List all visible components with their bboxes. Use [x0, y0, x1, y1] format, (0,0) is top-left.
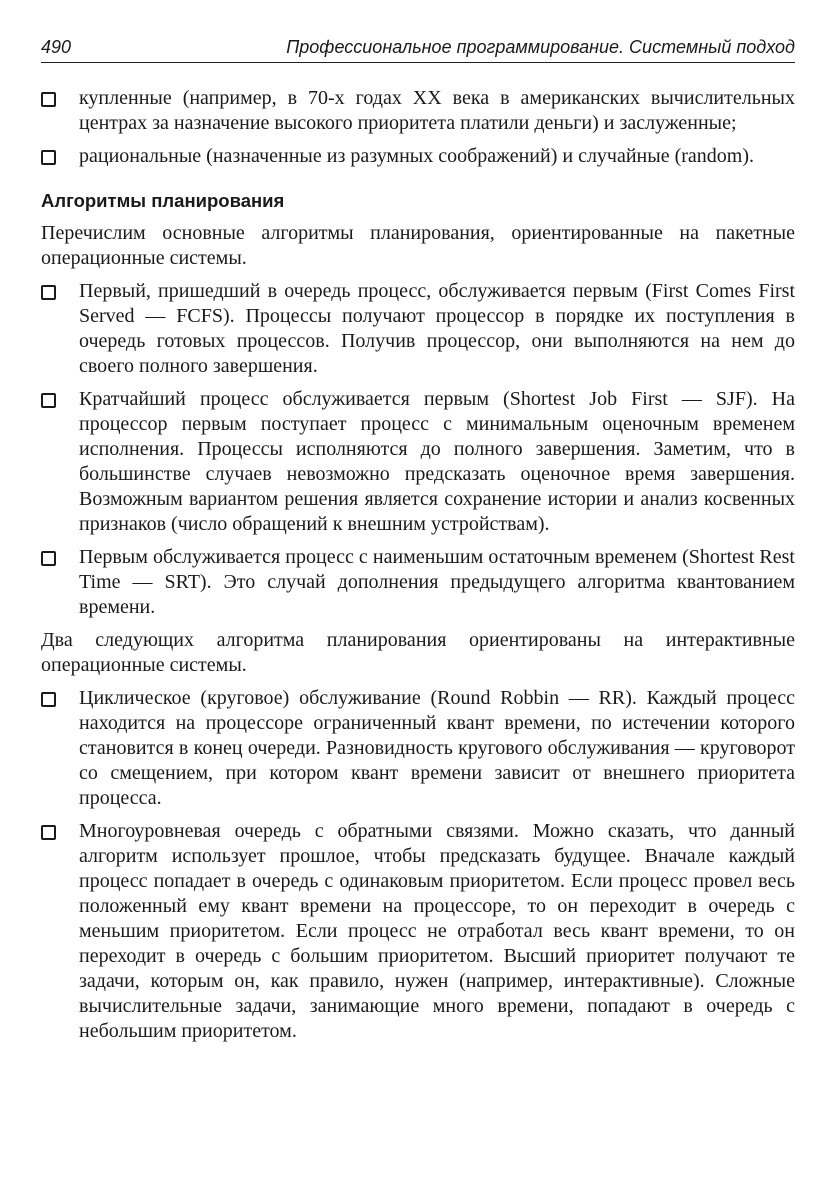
checkbox-bullet-icon [41, 150, 56, 165]
page-content [41, 86, 795, 1044]
list-item-text: Первым обслуживается процесс с наименьшим остаточным временем (Shortest Rest Time — SRT). Это случай дополнения предыдущего алгоритма квантованием времени. [79, 546, 795, 618]
running-title: Профессиональное программирование. Системный подход [286, 37, 795, 57]
checkbox-bullet-icon [41, 92, 56, 107]
list-item [41, 819, 795, 1044]
checkbox-bullet-icon [41, 692, 56, 707]
page-header [41, 30, 795, 63]
page-number: 490 [41, 37, 72, 57]
list-item [41, 545, 795, 620]
checkbox-bullet-icon [41, 551, 56, 566]
list-item [41, 686, 795, 811]
list-item [41, 387, 795, 537]
list-item [41, 144, 795, 169]
list-item [41, 86, 795, 136]
list-item [41, 279, 795, 379]
paragraph-intro: Перечислим основные алгоритмы планирования, ориентированные на пакетные операционные системы. [41, 222, 795, 269]
checkbox-bullet-icon [41, 393, 56, 408]
list-item-text: Многоуровневая очередь с обратными связями. Можно сказать, что данный алгоритм использует прошлое, чтобы предсказать будущее. Вначале каждый процесс попадает в очередь с одинаковым приоритетом. Если процесс провел весь положенный ему квант времени на процессоре, то он переходит в очередь с меньшим приоритетом. Если процесс не отработал весь квант времени, то он переходит в очередь с большим приоритетом. Высший приоритет получают те задачи, которым он, как правило, нужен (например, интерактивные). Сложные вычислительные задачи, занимающие много времени, попадают в очередь с небольшим приоритетом. [79, 820, 795, 1042]
paragraph-interactive: Два следующих алгоритма планирования ориентированы на интерактивные операционные системы. [41, 629, 795, 676]
list-item-text: Кратчайший процесс обслуживается первым (Shortest Job First — SJF). На процессор первым поступает процесс с минимальным оценочным временем исполнения. Процессы исполняются до полного завершения. Заметим, что в большинстве случаев невозможно предсказать оценочное время завершения. Возможным вариантом решения является сохранение истории и анализ косвенных признаков (число обращений к внешним устройствам). [79, 388, 795, 535]
list-item-text: купленные (например, в 70-х годах XX века в американских вычислительных центрах за назначение высокого приоритета платили деньги) и заслуженные; [79, 87, 795, 134]
section-heading: Алгоритмы планирования [41, 190, 285, 211]
checkbox-bullet-icon [41, 285, 56, 300]
list-item-text: рациональные (назначенные из разумных соображений) и случайные (random). [79, 145, 754, 167]
checkbox-bullet-icon [41, 825, 56, 840]
list-item-text: Первый, пришедший в очередь процесс, обслуживается первым (First Comes First Served — FCFS). Процессы получают процессор в порядке их поступления в очередь готовых процессов. Получив процессор, они выполняются на нем до своего полного завершения. [79, 280, 795, 377]
list-item-text: Циклическое (круговое) обслуживание (Round Robbin — RR). Каждый процесс находится на процессоре ограниченный квант времени, по истечении которого становится в конец очереди. Разновидность кругового обслуживания — круговорот со смещением, при котором квант времени зависит от внешнего приоритета процесса. [79, 687, 795, 809]
